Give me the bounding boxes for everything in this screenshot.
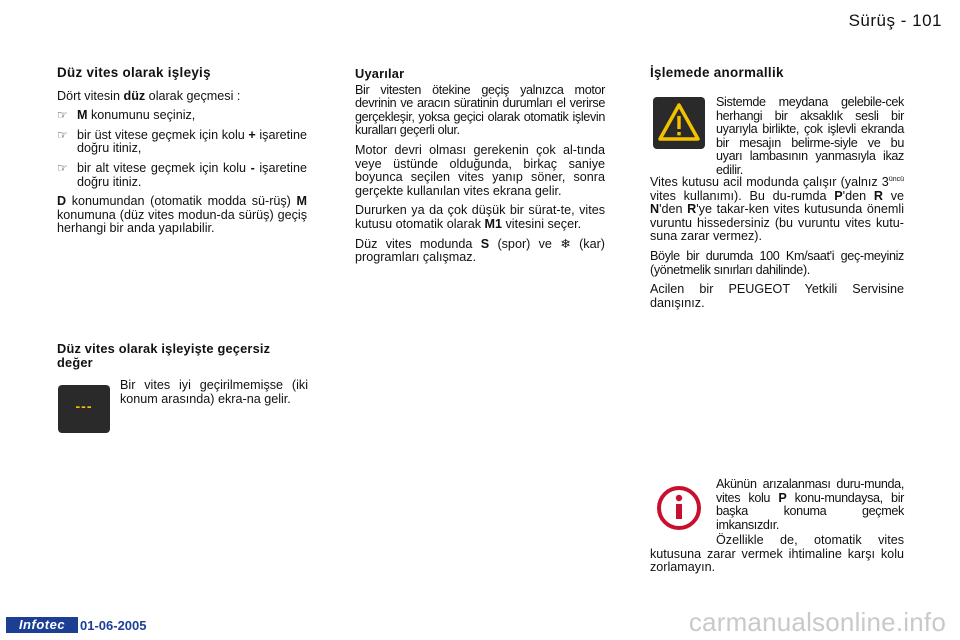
warnings-paragraph-4: Düz vites modunda S (spor) ve ❄ (kar) programları çalışmaz. xyxy=(355,236,605,265)
invalid-value-text: Bir vites iyi geçirilmemişse (iki konum arasında) ekra-na gelir. xyxy=(120,378,308,406)
invalid-value-title: Düz vites olarak işleyişte geçersiz değer xyxy=(57,341,271,370)
invalid-value-section xyxy=(57,342,307,373)
warning-text-block xyxy=(716,96,904,184)
bullet-item: ☞ bir üst vitese geçmek için kolu + işaretine doğru itiniz, xyxy=(57,127,307,156)
warning-triangle-icon xyxy=(653,97,705,149)
emergency-mode-paragraph: Vites kutusu acil modunda çalışır (yalnız $3^{üncü}$ vites kullanımı). Bu du-rumda P'den R ve N'den R'ye takar-ken vites kutusunda önemli vuruntu hissedersiniz (bu vuruntu vites kutu-suna zarar vermez). xyxy=(650,175,904,244)
battery-paragraph: Akünün arızalanması duru-munda, vites kolu P konu-mundaysa, bir başka konuma geçmek imkansızdır. xyxy=(716,477,904,532)
bullet-item: ☞ bir alt vitese geçmek için kolu - işaretine doğru itiniz. xyxy=(57,160,307,189)
site-watermark: carmanualsonline.info xyxy=(688,607,946,637)
page-number: 101 xyxy=(912,11,942,30)
battery-text-block xyxy=(716,478,904,538)
manual-mode-intro: Dört vitesin düz olarak geçmesi : xyxy=(57,88,241,103)
left-column xyxy=(57,66,307,242)
right-column-title-block xyxy=(650,66,904,90)
right-column-body xyxy=(650,176,904,316)
battery-warning-block xyxy=(650,534,904,581)
header-separator: - xyxy=(900,11,907,30)
warnings-paragraph-1: Bir vitesten ötekine geçiş yalnızca motor devrinin ve aracın süratinin durumları el verirse gerçekleşir, yoksa geçici olarak otomatik işlevin kuralları geçerli olur. xyxy=(355,82,605,138)
warnings-paragraph-3: Dururken ya da çok düşük bir sürat-te, vites kutusu otomatik olarak M1 vitesini seçer. xyxy=(355,203,605,231)
bullet-hand-icon: ☞ xyxy=(57,108,68,123)
warnings-paragraph-2: Motor devri olması gerekenin çok al-tında veye üstünde olduğunda, birkaç saniye boyunca seçilen vites yanıp söner, sonra gerçekte kullanılan vites ekrana gelir. xyxy=(355,142,605,198)
footer-date: 01-06-2005 xyxy=(80,618,147,633)
battery-warning-paragraph: Özellikle de, otomatik vites kutusuna zarar vermek ihtimaline karşı kolu zorlamayın. xyxy=(650,533,904,575)
page-header xyxy=(848,11,942,30)
speed-limit-paragraph: Böyle bir durumda 100 Km/saat'i geç-meyiniz (yönetmelik sınırları dahilinde). xyxy=(650,248,904,277)
malfunction-title: İşlemede anormallik xyxy=(650,65,784,80)
manual-mode-title: Düz vites olarak işleyiş xyxy=(57,65,211,80)
snowflake-icon: ❄ xyxy=(560,236,571,251)
manual-mode-paragraph: D konumundan (otomatik modda sü-rüş) M konumuna (düz vites modun-da sürüş) geçiş herhangi bir anda yapılabilir. xyxy=(57,194,307,236)
warning-triangle-icon xyxy=(653,97,705,149)
middle-column xyxy=(355,67,605,271)
display-dashes-icon: --- xyxy=(58,385,110,433)
info-icon xyxy=(655,484,703,532)
invalid-value-text-block xyxy=(120,379,308,412)
warning-text: Sistemde meydana gelebile-cek herhangi bir aksaklık sesli bir uyarıyla birlikte, çok işlevli ekranda bir mesajın belirme-siyle ve bu uyarı lambasının yanmasıyla ikaz edilir. xyxy=(716,95,904,177)
section-title: Sürüş xyxy=(848,11,896,30)
info-icon xyxy=(655,484,703,532)
dealer-paragraph: Acilen bir PEUGEOT Yetkili Servisine danışınız. xyxy=(650,282,904,310)
bullet-hand-icon: ☞ xyxy=(57,127,68,142)
bullet-item: ☞ M konumunu seçiniz, xyxy=(57,108,196,123)
infotec-logo: Infotec xyxy=(6,617,78,633)
bullet-hand-icon: ☞ xyxy=(57,160,68,175)
warnings-title: Uyarılar xyxy=(355,66,405,81)
